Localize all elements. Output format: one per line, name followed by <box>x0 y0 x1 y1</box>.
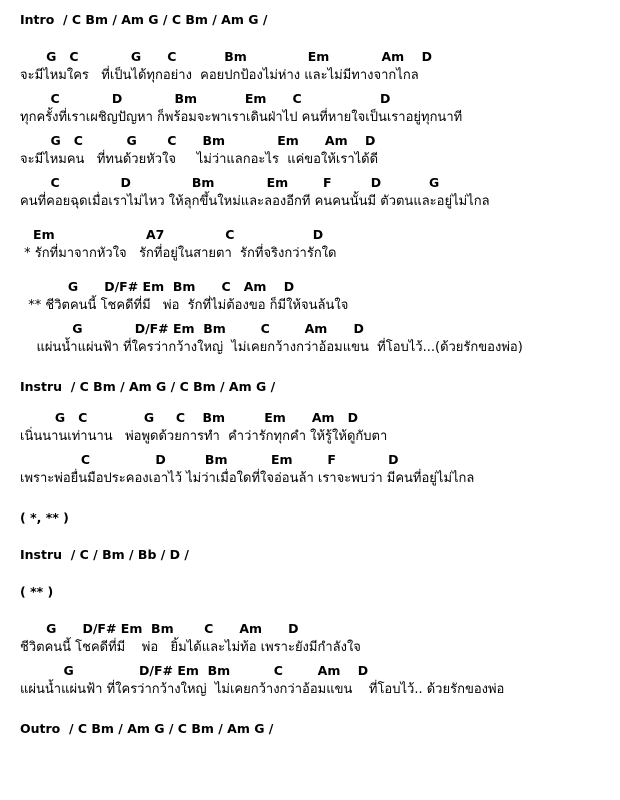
section-spacer <box>0 736 620 746</box>
lyric-line: ** ชีวิตคนนี้ โชคดีที่มี พ่อ รักที่ไม่ต้องขอ ก็มีให้จนล้นใจ <box>20 298 349 313</box>
section-spacer <box>0 357 620 379</box>
chord-line: G D/F# Em Bm C Am D <box>20 621 299 636</box>
section-spacer <box>0 699 620 721</box>
lyric-line: * รักที่มาจากหัวใจ รักที่อยู่ในสายตา รักที่จริงกว่ารักใด <box>20 246 337 261</box>
section-heading: Outro / C Bm / Am G / C Bm / Am G / <box>20 721 274 736</box>
lyric-line: คนที่คอยฉุดเมื่อเราไม่ไหว ให้ลุกขึ้นใหม่และลองอีกที คนคนนั้นมี ตัวตนและอยู่ไม่ไกล <box>20 194 490 209</box>
section-verse2 <box>0 410 620 488</box>
section-spacer <box>0 525 620 547</box>
lyric-line: จะมีไหมใคร ที่เป็นได้ทุกอย่าง คอยปกป้องไม่ห่าง และไม่มีทางจากไกล <box>20 68 419 83</box>
section-heading: Intro / C Bm / Am G / C Bm / Am G / <box>20 12 268 27</box>
section-outro <box>0 721 620 736</box>
section-outro-verse <box>0 621 620 699</box>
chord-line: G D/F# Em Bm C Am D <box>20 279 295 294</box>
section-chorus2 <box>0 279 620 357</box>
chord-sheet-content <box>0 12 620 746</box>
section-spacer <box>0 488 620 510</box>
lyric-line: เนิ่นนานเท่านาน พ่อพูดด้วยการทำ คำว่ารักทุกคำ ให้รู้ให้ดูกับตา <box>20 429 388 444</box>
chord-line: C D Bm Em F D <box>20 452 399 467</box>
lyric-line: เพราะพ่อยื่นมือประคองเอาไว้ ไม่ว่าเมื่อใดที่ใจอ่อนล้า เราจะพบว่า มีคนที่อยู่ไม่ไกล <box>20 471 475 486</box>
section-instru1 <box>0 379 620 394</box>
section-marker2 <box>0 584 620 599</box>
section-instru2 <box>0 547 620 562</box>
chord-line: G C G C Bm Em Am D <box>20 49 432 64</box>
lyric-line: แผ่นน้ำแผ่นฟ้า ที่ใครว่ากว้างใหญ่ ไม่เคยกว้างกว่าอ้อมแขน ที่โอบไว้...(ด้วยรักของพ่อ) <box>20 340 523 355</box>
chord-line: G C G C Bm Em Am D <box>20 410 359 425</box>
lyric-line: จะมีไหมคน ที่ทนด้วยหัวใจ ไม่ว่าแลกอะไร แค่ขอให้เราได้ดี <box>20 152 379 167</box>
section-heading: Instru / C / Bm / Bb / D / <box>20 547 189 562</box>
chord-line: G D/F# Em Bm C Am D <box>20 663 369 678</box>
section-spacer <box>0 394 620 410</box>
section-spacer <box>0 27 620 49</box>
lyric-line: แผ่นน้ำแผ่นฟ้า ที่ใครว่ากว้างใหญ่ ไม่เคยกว้างกว่าอ้อมแขน ที่โอบไว้.. ด้วยรักของพ่อ <box>20 682 505 697</box>
section-spacer <box>0 263 620 279</box>
lyric-line: ชีวิตคนนี้ โชคดีที่มี พ่อ ยิ้มได้และไม่ท้อ เพราะยังมีกำลังใจ <box>20 640 361 655</box>
section-marker1 <box>0 510 620 525</box>
section-spacer <box>0 562 620 584</box>
section-spacer <box>0 211 620 227</box>
section-verse1 <box>0 49 620 211</box>
section-intro <box>0 12 620 27</box>
chord-line: G D/F# Em Bm C Am D <box>20 321 364 336</box>
section-spacer <box>0 599 620 621</box>
chord-line: G C G C Bm Em Am D <box>20 133 376 148</box>
repeat-marker: ( *, ** ) <box>20 510 69 525</box>
repeat-marker: ( ** ) <box>20 584 54 599</box>
lyric-line: ทุกครั้งที่เราเผชิญปัญหา ก็พร้อมจะพาเราเดินฝ่าไป คนที่หายใจเป็นเราอยู่ทุกนาที <box>20 110 463 125</box>
chord-line: Em A7 C D <box>20 227 324 242</box>
chord-line: C D Bm Em F D G <box>20 175 440 190</box>
section-chorus <box>0 227 620 263</box>
section-heading: Instru / C Bm / Am G / C Bm / Am G / <box>20 379 276 394</box>
chord-line: C D Bm Em C D <box>20 91 391 106</box>
